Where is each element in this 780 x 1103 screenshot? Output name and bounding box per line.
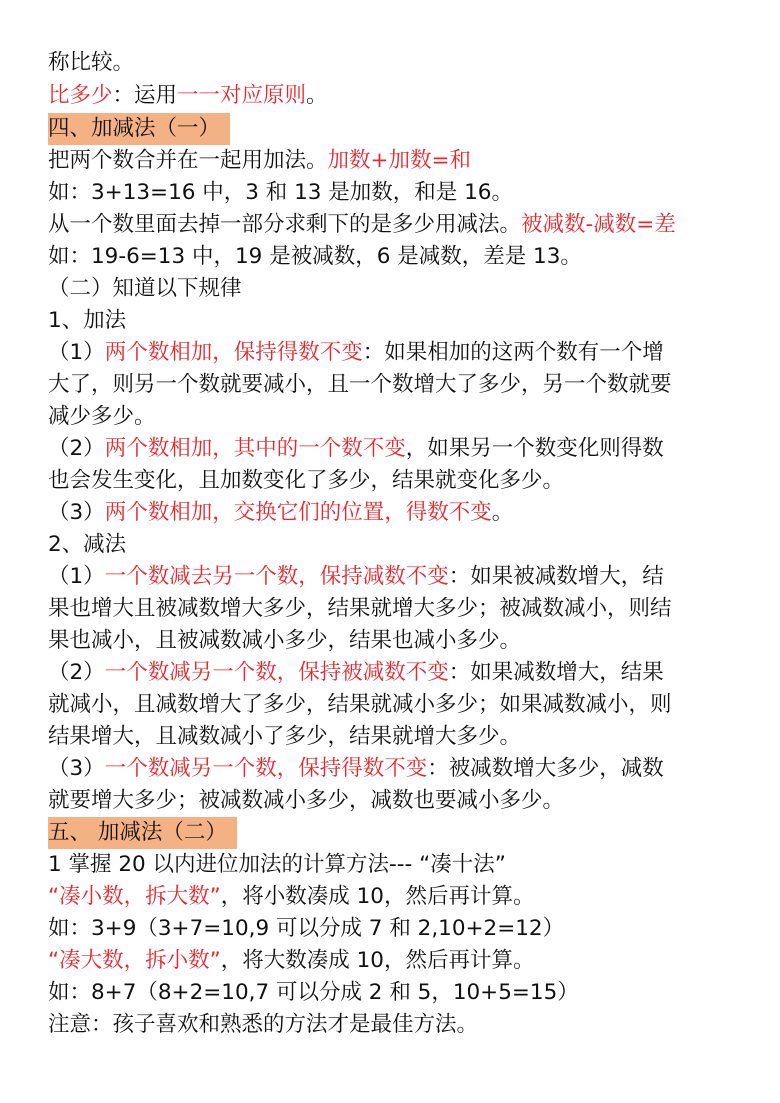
section-heading (48, 817, 748, 849)
emphasis-text: 两个数相加，其中的一个数不变 (104, 436, 406, 461)
section-heading (48, 113, 748, 145)
text-line: 把两个数合并在一起用加法。加数+加数=和 (48, 148, 472, 173)
text-line: 如：8+7（8+2=10,7 可以分成 2 和 5，10+5=15） (48, 980, 579, 1005)
text-line: 果也增大且被减数增大多少，结果就增大多少；被减数减小，则结 (48, 596, 672, 621)
text-line: “凑大数，拆小数”，将大数凑成 10，然后再计算。 (48, 948, 535, 973)
emphasis-text: 被减数-减数=差 (521, 212, 676, 237)
emphasis-text: 两个数相加，保持得数不变 (104, 340, 363, 365)
text-line: 减少多少。 (48, 404, 156, 429)
text-line: 就减小，且减数增大了多少，结果就减小多少；如果减数减小，则 (48, 692, 672, 717)
text-line: （3）一个数减另一个数，保持得数不变：被减数增大多少，减数 (48, 756, 664, 781)
text-line: 从一个数里面去掉一部分求剩下的是多少用减法。被减数-减数=差 (48, 212, 676, 237)
text-line: 如：3+13=16 中，3 和 13 是加数，和是 16。 (48, 180, 513, 205)
text-line: 果也减小，且被减数减小多少，结果也减小多少。 (48, 628, 522, 653)
text-line: 称比较。 (48, 50, 135, 75)
text-line: （2）一个数减另一个数，保持被减数不变：如果减数增大，结果 (48, 660, 664, 685)
subheading: （二）知道以下规律 (48, 276, 242, 301)
text-line: 比多少：运用一一对应原则。 (48, 83, 328, 108)
text-line: 1 掌握 20 以内进位加法的计算方法--- “凑十法” (48, 852, 506, 877)
subheading: 2、减法 (48, 532, 127, 557)
text-line: 如：3+9（3+7=10,9 可以分成 7 和 2,10+2=12） (48, 916, 565, 941)
emphasis-text: 一一对应原则 (177, 83, 307, 108)
emphasis-text: 比多少 (48, 83, 113, 108)
text-line: （3）两个数相加，交换它们的位置，得数不变。 (48, 500, 514, 525)
section-heading-label: 五、 加减法（二） (48, 817, 237, 849)
emphasis-text: 一个数减另一个数，保持得数不变 (104, 756, 428, 781)
text-line: 注意：孩子喜欢和熟悉的方法才是最佳方法。 (48, 1012, 479, 1037)
emphasis-text: “凑小数，拆大数” (48, 884, 221, 909)
text-line: 结果增大，且减数减小了多少，结果就增大多少。 (48, 724, 522, 749)
text-line: 就要增大多少；被减数减小多少，减数也要减小多少。 (48, 788, 565, 813)
text-line: （2）两个数相加，其中的一个数不变，如果另一个数变化则得数 (48, 436, 664, 461)
text-line: 大了，则另一个数就要减小，且一个数增大了多少，另一个数就要 (48, 372, 672, 397)
text-line: 如：19-6=13 中，19 是被减数，6 是减数，差是 13。 (48, 244, 582, 269)
text-line: （1）一个数减去另一个数，保持减数不变：如果被减数增大，结 (48, 564, 664, 589)
section-heading-label: 四、加减法（一） (48, 113, 230, 145)
emphasis-text: 加数+加数=和 (327, 148, 472, 173)
subheading: 1、加法 (48, 308, 127, 333)
text-line: 也会发生变化，且加数变化了多少，结果就变化多少。 (48, 468, 565, 493)
emphasis-text: 一个数减去另一个数，保持减数不变 (104, 564, 449, 589)
emphasis-text: 两个数相加，交换它们的位置，得数不变 (104, 500, 492, 525)
emphasis-text: “凑大数，拆小数” (48, 948, 221, 973)
emphasis-text: 一个数减另一个数，保持被减数不变 (104, 660, 449, 685)
text-line: （1）两个数相加，保持得数不变：如果相加的这两个数有一个增 (48, 340, 664, 365)
text-line: “凑小数，拆大数”，将小数凑成 10，然后再计算。 (48, 884, 535, 909)
